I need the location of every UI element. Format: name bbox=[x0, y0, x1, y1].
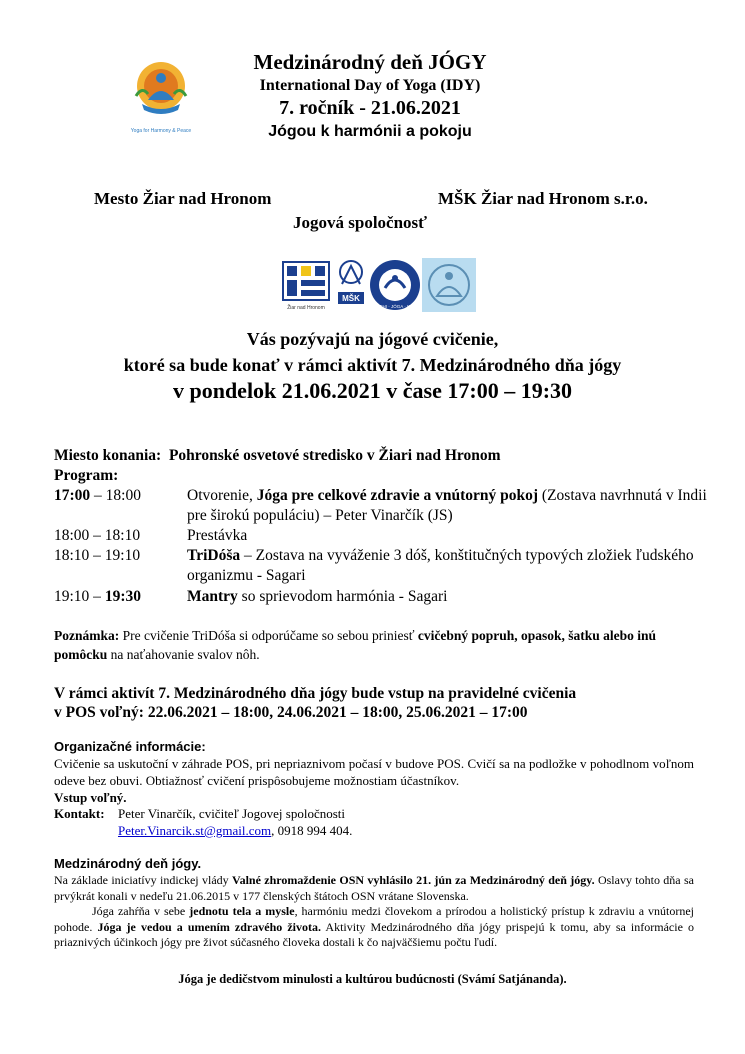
venue-label: Miesto konania: bbox=[54, 447, 162, 464]
program-desc-bold: Jóga pre celkové zdravie a vnútorný pokoj bbox=[256, 487, 539, 504]
program-time: 18:10 – 19:10 bbox=[54, 547, 141, 564]
program-desc: Otvorenie, bbox=[187, 487, 257, 504]
event-edition: 7. ročník - 21.06.2021 bbox=[279, 97, 461, 119]
society-logo bbox=[422, 258, 476, 312]
program-desc-rest: (Zostava navrhnutá v Indii pre širokú populáciu) – Peter Vinarčík (JS) bbox=[187, 487, 707, 524]
info-text: Cvičenie sa uskutoční v záhrade POS, pri nepriaznivom počasí v budove POS. Cvičí sa na podložke v pohodlnom voľnom odeve bez obuvi. Obtiažnosť cvičení prispôsobujeme možnostiam účastníkov. bbox=[54, 756, 694, 788]
program-desc-bold: Mantry bbox=[187, 588, 238, 605]
about-heading: Medzinárodný deň jógy. bbox=[54, 856, 202, 871]
program-label: Program: bbox=[54, 467, 119, 484]
phone: , 0918 994 404. bbox=[271, 823, 353, 838]
msk-emblem-icon bbox=[334, 258, 368, 312]
about-p2c: , harmóniu medzi človekom a prírodou a holistický prístup k zdraviu a vnútornej pohode. bbox=[54, 904, 695, 934]
contact-label: Kontakt: bbox=[54, 806, 105, 821]
about-p1b: Valné zhromaždenie OSN vyhlásilo 21. jún za Medzinárodný deň jógy. bbox=[232, 873, 595, 887]
city-emblem-icon bbox=[277, 258, 335, 312]
organizer-city: Mesto Žiar nad Hronom bbox=[94, 189, 272, 208]
email-link[interactable]: Peter.Vinarcik.st@gmail.com bbox=[118, 823, 272, 838]
about-p1c: Oslavy tohto dňa sa prvýkrát konali v nedeľu 21.06.2015 v 177 členských štátoch OSN vrátane Slovenska. bbox=[54, 873, 694, 903]
note-bold: cvičebný popruh, opasok, šatku alebo inú pomôcku bbox=[54, 628, 657, 662]
contact-name: Peter Vinarčík, cvičiteľ Jogovej spoločnosti bbox=[118, 806, 346, 821]
city-logo-caption: Žiar nad Hronom bbox=[287, 305, 325, 311]
note bbox=[54, 626, 694, 664]
free-entry-line-1: V rámci aktivít 7. Medzinárodného dňa jógy bude vstup na pravidelné cvičenia bbox=[54, 685, 577, 702]
club-logo-caption: TAI CHI · JÓGA · KLUB bbox=[371, 304, 419, 309]
organizer-society: Jogová spoločnosť bbox=[293, 213, 428, 232]
idy-logo bbox=[128, 58, 194, 142]
note-label: Poznámka: bbox=[54, 628, 120, 643]
program-row bbox=[54, 546, 714, 586]
organizer-msk: MŠK Žiar nad Hronom s.r.o. bbox=[438, 189, 648, 208]
invitation-line-2: ktoré sa bude konať v rámci aktivít 7. Medzinárodného dňa jógy bbox=[123, 355, 622, 375]
program-time: 18:00 – 18:10 bbox=[54, 527, 141, 544]
event-title: Medzinárodný deň JÓGY bbox=[253, 50, 487, 74]
program-row bbox=[54, 486, 714, 526]
about-p2a: Jóga zahŕňa v sebe bbox=[92, 904, 190, 918]
meditation-icon bbox=[422, 258, 476, 312]
note-text-end: na naťahovanie svalov nôh. bbox=[107, 647, 260, 662]
club-emblem-icon bbox=[368, 258, 422, 312]
program-time-end: 19:30 bbox=[104, 588, 141, 605]
program-row bbox=[54, 587, 714, 607]
entry-free: Vstup voľný. bbox=[54, 790, 127, 805]
invitation-date-time: v pondelok 21.06.2021 v čase 17:00 – 19:30 bbox=[172, 378, 573, 403]
about-p2b: jednotu tela a mysle bbox=[189, 904, 295, 918]
msk-logo bbox=[334, 258, 368, 312]
free-entry-line-2: v POS voľný: 22.06.2021 – 18:00, 24.06.2021 – 18:00, 25.06.2021 – 17:00 bbox=[54, 704, 528, 721]
venue bbox=[54, 446, 501, 466]
city-logo bbox=[277, 258, 335, 312]
program-desc-rest: so sprievodom harmónia - Sagari bbox=[237, 588, 448, 605]
club-logo bbox=[368, 258, 422, 312]
about-text bbox=[54, 873, 694, 951]
program-time: 19:10 – bbox=[54, 588, 105, 605]
program-desc-bold: TriDóša bbox=[187, 547, 241, 564]
venue-value: Pohronské osvetové stredisko v Žiari nad Hronom bbox=[168, 447, 501, 464]
about-p1a: Na základe iniciatívy indickej vlády bbox=[54, 873, 232, 887]
event-motto: Jógou k harmónii a pokoju bbox=[268, 123, 472, 140]
contact-line bbox=[118, 823, 352, 840]
invitation-line-1: Vás pozývajú na jógové cvičenie, bbox=[246, 329, 499, 349]
closing-quote: Jóga je dedičstvom minulosti a kultúrou budúcnosti (Svámí Satjánanda). bbox=[178, 972, 567, 986]
program-row bbox=[54, 526, 714, 546]
about-p2d: Jóga je vedou a umením zdravého života. bbox=[97, 919, 321, 934]
info-heading: Organizačné informácie: bbox=[54, 739, 206, 754]
yoga-figure-icon bbox=[128, 58, 194, 142]
program-time-end: – 18:00 bbox=[90, 487, 141, 504]
note-text: Pre cvičenie TriDóša si odporúčame so sebou priniesť bbox=[119, 628, 418, 643]
msk-logo-caption: MŠK bbox=[342, 294, 360, 303]
program-desc: Prestávka bbox=[187, 527, 248, 544]
event-subtitle: International Day of Yoga (IDY) bbox=[259, 77, 481, 94]
program-time: 17:00 bbox=[54, 487, 91, 504]
program-desc-rest: – Zostava na vyváženie 3 dóš, konštitučných typových zložiek ľudského organizmu - Sagari bbox=[187, 547, 694, 584]
logo-caption: Yoga for Harmony & Peace bbox=[130, 128, 192, 134]
about-p2e: Aktivity Medzinárodného dňa jógy prispejú k tomu, aby sa informácie o priaznivých účinkoch jógy pre život súčasného človeka dostali k čo najväčšiemu počtu ľudí. bbox=[54, 919, 694, 949]
